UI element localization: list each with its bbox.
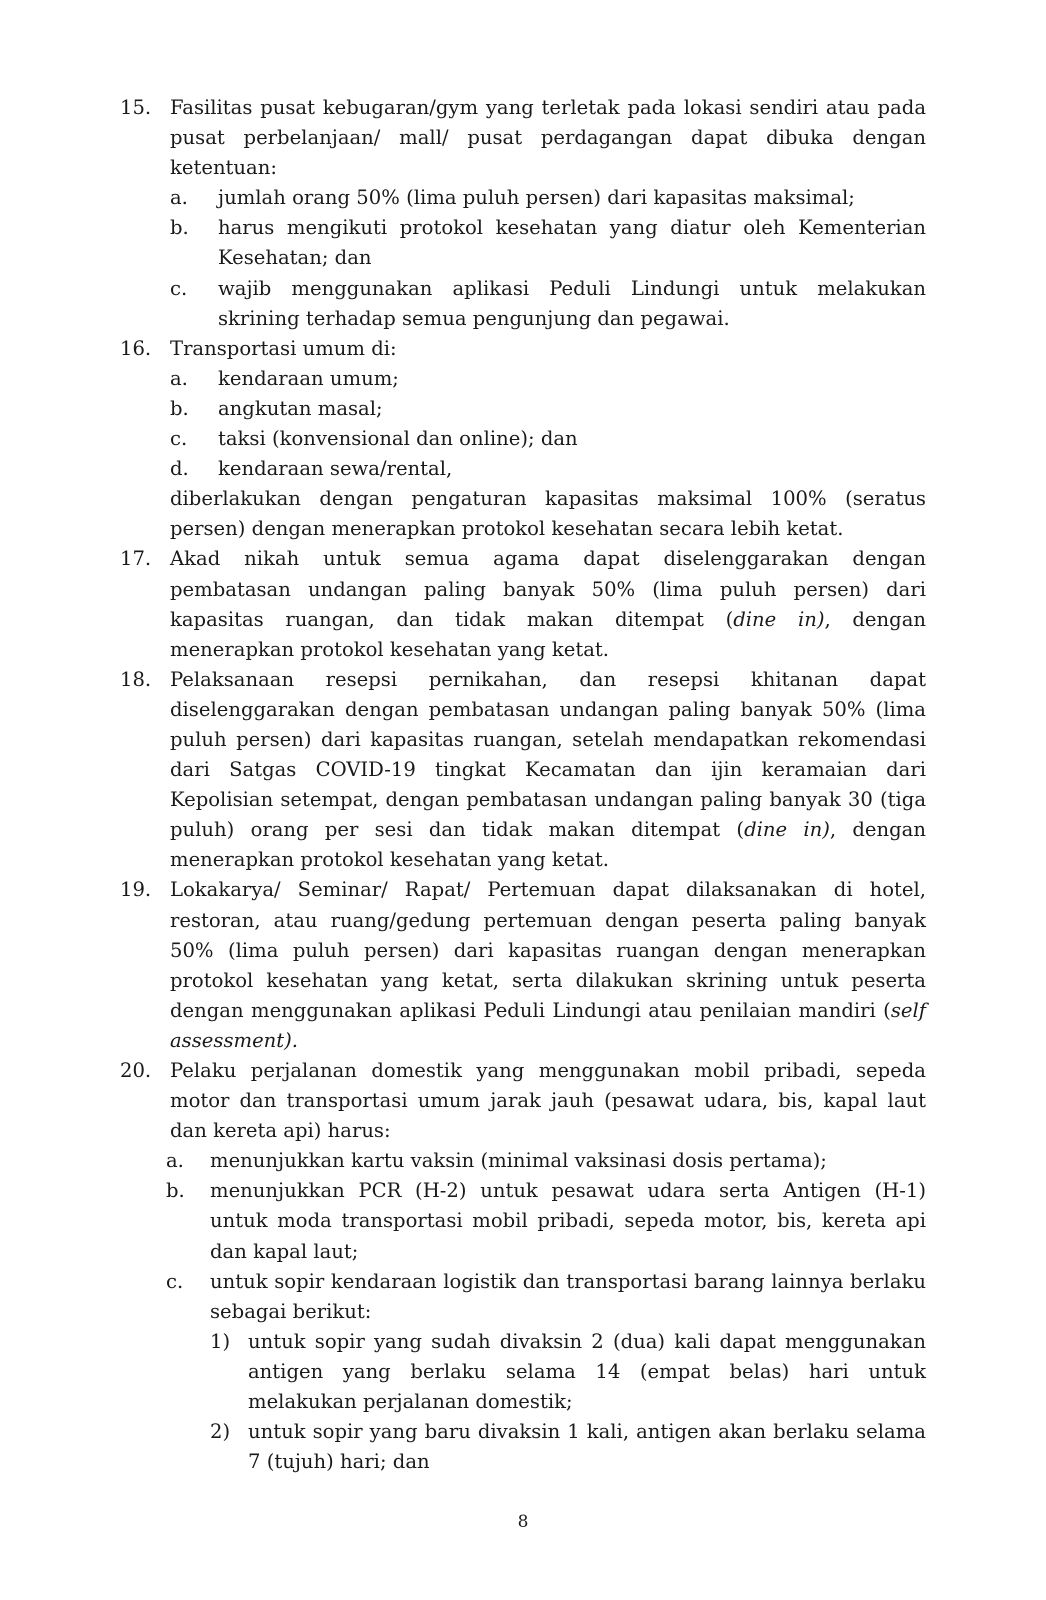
sub-item-c: [170, 274, 926, 334]
item-number: 18.: [120, 667, 152, 691]
italic-term: self assessment).: [170, 998, 926, 1052]
sub-item-a: [170, 364, 926, 394]
item-number: 17.: [120, 547, 152, 571]
list-item-18: [120, 665, 926, 876]
list-item-20: [120, 1056, 926, 1477]
sub-text: harus mengikuti protokol kesehatan yang diatur oleh Kementerian Kesehatan; dan: [218, 216, 926, 270]
sub-sub-text: untuk sopir yang baru divaksin 1 kali, antigen akan berlaku selama 7 (tujuh) hari; dan: [248, 1420, 926, 1474]
sub-sub-number: 1): [210, 1329, 231, 1353]
sub-item-a: [166, 1146, 926, 1176]
sub-item-a: [170, 183, 926, 213]
text-part: Pelaksanaan resepsi pernikahan, dan resepsi khitanan dapat diselenggarakan dengan pembatasan undangan paling banyak 50% (lima puluh persen) dari kapasitas ruangan, setelah mendapatkan rekomendasi dari Satgas COVID-19 tingkat Kecamatan dan ijin keramaian dari Kepolisian setempat, dengan pembatasan undangan paling banyak 30 (tiga puluh) orang per sesi dan tidak makan ditempat (: [170, 667, 926, 842]
sub-letter: a.: [166, 1149, 184, 1173]
sub-text: angkutan masal;: [218, 396, 383, 420]
sub-item-c: [170, 424, 926, 454]
sub-letter: a.: [170, 186, 188, 210]
sub-text: kendaraan umum;: [218, 366, 399, 390]
sub-text: menunjukkan PCR (H-2) untuk pesawat udara serta Antigen (H-1) untuk moda transportasi mobil pribadi, sepeda motor, bis, kereta api dan kapal laut;: [210, 1179, 926, 1263]
sub-letter: b.: [166, 1179, 185, 1203]
sub-item-b: [170, 213, 926, 273]
list-item-17: [120, 544, 926, 664]
sub-letter: a.: [170, 366, 188, 390]
sub-text: wajib menggunakan aplikasi Peduli Lindungi untuk melakukan skrining terhadap semua pengunjung dan pegawai.: [218, 276, 926, 330]
item-text: [170, 665, 926, 876]
sub-sub-text: untuk sopir yang sudah divaksin 2 (dua) kali dapat menggunakan antigen yang berlaku selama 14 (empat belas) hari untuk melakukan perjalanan domestik;: [248, 1329, 926, 1414]
sub-sub-item-1: [210, 1327, 926, 1417]
sub-sub-number: 2): [210, 1420, 231, 1444]
sub-item-b: [166, 1176, 926, 1266]
sub-text: taksi (konvensional dan online); dan: [218, 427, 578, 451]
text-part: , dengan menerapkan protokol kesehatan yang ketat.: [170, 607, 926, 661]
text-part: , dengan menerapkan protokol kesehatan yang ketat.: [170, 818, 926, 872]
item-text: Fasilitas pusat kebugaran/gym yang terletak pada lokasi sendiri atau pada pusat perbelanjaan/ mall/ pusat perdagangan dapat dibuka dengan ketentuan:: [170, 96, 926, 180]
sub-text: untuk sopir kendaraan logistik dan transportasi barang lainnya berlaku sebagai berikut:: [210, 1269, 926, 1323]
document-body: [120, 93, 926, 1477]
sub-letter: b.: [170, 396, 189, 420]
item-text: [170, 875, 926, 1056]
item-text: [170, 544, 926, 664]
sub-item-b: [170, 394, 926, 424]
item-number: 19.: [120, 878, 152, 902]
sub-list: [166, 1146, 926, 1477]
sub-item-c: [166, 1267, 926, 1327]
sub-item-d: [170, 454, 926, 484]
text-part: Lokakarya/ Seminar/ Rapat/ Pertemuan dapat dilaksanakan di hotel, restoran, atau ruang/gedung pertemuan dengan peserta paling banyak 50% (lima puluh persen) dari kapasitas ruangan dengan menerapkan protokol kesehatan yang ketat, serta dilakukan skrining untuk peserta dengan menggunakan aplikasi Peduli Lindungi atau penilaian mandiri (: [170, 878, 926, 1022]
sub-letter: c.: [170, 427, 188, 451]
item-number: 16.: [120, 336, 152, 360]
sub-letter: c.: [170, 276, 188, 300]
item-text: Pelaku perjalanan domestik yang menggunakan mobil pribadi, sepeda motor dan transportasi umum jarak jauh (pesawat udara, bis, kapal laut dan kereta api) harus:: [170, 1059, 926, 1143]
sub-text: jumlah orang 50% (lima puluh persen) dari kapasitas maksimal;: [218, 186, 855, 210]
sub-letter: d.: [170, 457, 189, 481]
sub-sub-list: [210, 1327, 926, 1477]
page-number: 8: [517, 1512, 529, 1532]
sub-text: menunjukkan kartu vaksin (minimal vaksinasi dosis pertama);: [210, 1149, 827, 1173]
list-item-15: [120, 93, 926, 334]
item-number: 20.: [120, 1059, 152, 1082]
list-item-19: [120, 875, 926, 1056]
italic-term: dine in): [733, 607, 825, 631]
sub-letter: c.: [166, 1269, 184, 1293]
item-tail-text: diberlakukan dengan pengaturan kapasitas maksimal 100% (seratus persen) dengan menerapkan protokol kesehatan secara lebih ketat.: [170, 487, 926, 541]
text-part: Akad nikah untuk semua agama dapat diselenggarakan dengan pembatasan undangan paling banyak 50% (lima puluh persen) dari kapasitas ruangan, dan tidak makan ditempat (: [170, 547, 926, 631]
item-text: Transportasi umum di:: [170, 336, 397, 360]
italic-term: dine in): [744, 818, 830, 842]
sub-sub-item-2: [210, 1417, 926, 1477]
sub-letter: b.: [170, 216, 189, 240]
list-item-16: [120, 334, 926, 545]
item-number: 15.: [120, 96, 152, 119]
sub-text: kendaraan sewa/rental,: [218, 457, 453, 481]
